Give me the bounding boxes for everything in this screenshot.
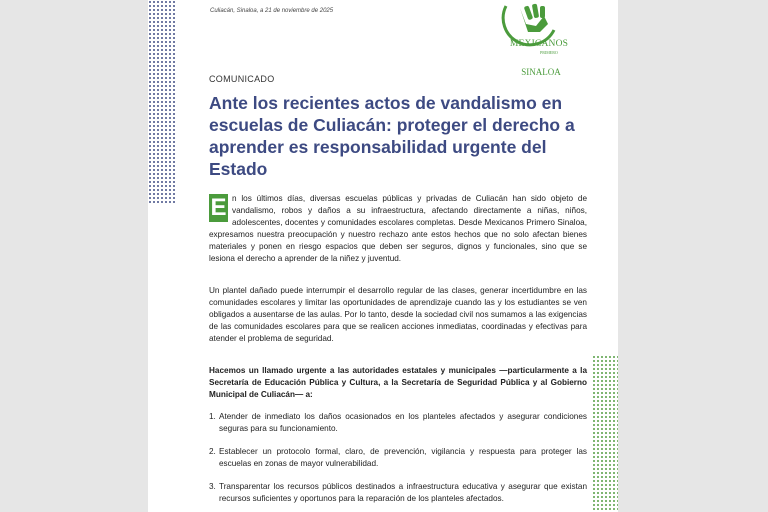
document-type-label: COMUNICADO — [209, 74, 275, 84]
decorative-dot-pattern-right — [592, 355, 618, 512]
list-item-number: 3. — [209, 482, 216, 491]
dateline: Culiacán, Sinaloa, a 21 de noviembre de 2025 — [210, 8, 334, 14]
list-item-text: Establecer un protocolo formal, claro, de prevención, vigilancia y respuesta para proteger las escuelas en zonas de mayor vulnerabilidad. — [219, 447, 587, 468]
list-item-text: Transparentar los recursos públicos destinados a infraestructura educativa y asegurar que existan recursos suficientes y oportunos para la reparación de los planteles afectados. — [219, 482, 587, 503]
list-item — [209, 446, 587, 470]
list-item — [209, 481, 587, 505]
paragraph-2: Un plantel dañado puede interrumpir el desarrollo regular de las clases, generar incertidumbre en las comunidades escolares y limitar las oportunidades de aprendizaje cuando las y los estudiantes se ven obligados a ausentarse de las aulas. Por lo tanto, desde la sociedad civil nos sumamos a las exigencias de las comunidades escolares para que se realicen acciones inmediatas, coordinadas y efectivas para atender el problema de seguridad. — [209, 286, 587, 343]
mexicanos-primero-logo — [496, 0, 576, 82]
drop-cap: E — [210, 194, 227, 221]
paragraph-1-text: n los últimos días, diversas escuelas públicas y privadas de Culiacán han sido objeto de vandalismo, robos y daños a su infraestructura, afectando directamente a niñas, niños, adolescentes, docentes y comunidades escolares completas. Desde Mexicanos Primero Sinaloa, expresamos nuestra preocupación y nuestro rechazo ante estos hechos que no solo afectan bienes materiales y ponen en riesgo espacios que deben ser seguros, dignos y funcionales, sino que se lesiona el derecho a aprender de la niñez y juventud. — [209, 194, 587, 263]
list-item-text: Atender de inmediato los daños ocasionados en los planteles afectados y asegurar condiciones seguras para su funcionamiento. — [219, 412, 587, 433]
list-item-number: 2. — [209, 447, 216, 456]
logo-wordmark: MEXICANOS — [509, 39, 569, 49]
list-item — [209, 411, 587, 435]
list-item-number: 1. — [209, 412, 216, 421]
logo-region: SINALOA — [521, 67, 561, 77]
document-page — [148, 0, 618, 512]
page-title: Ante los recientes actos de vandalismo en escuelas de Culiacán: proteger el derecho a aprender es responsabilidad urgente del Estado — [209, 93, 575, 179]
decorative-dot-pattern-left — [148, 0, 175, 205]
paragraph-1 — [209, 193, 587, 265]
logo-subword: PRIMERO — [540, 50, 558, 55]
call-to-action-paragraph: Hacemos un llamado urgente a las autoridades estatales y municipales —particularmente a la Secretaría de Educación Pública y Cultura, a la Secretaría de Seguridad Pública y al Gobierno Municipal de Culiacán— a: — [209, 366, 587, 399]
